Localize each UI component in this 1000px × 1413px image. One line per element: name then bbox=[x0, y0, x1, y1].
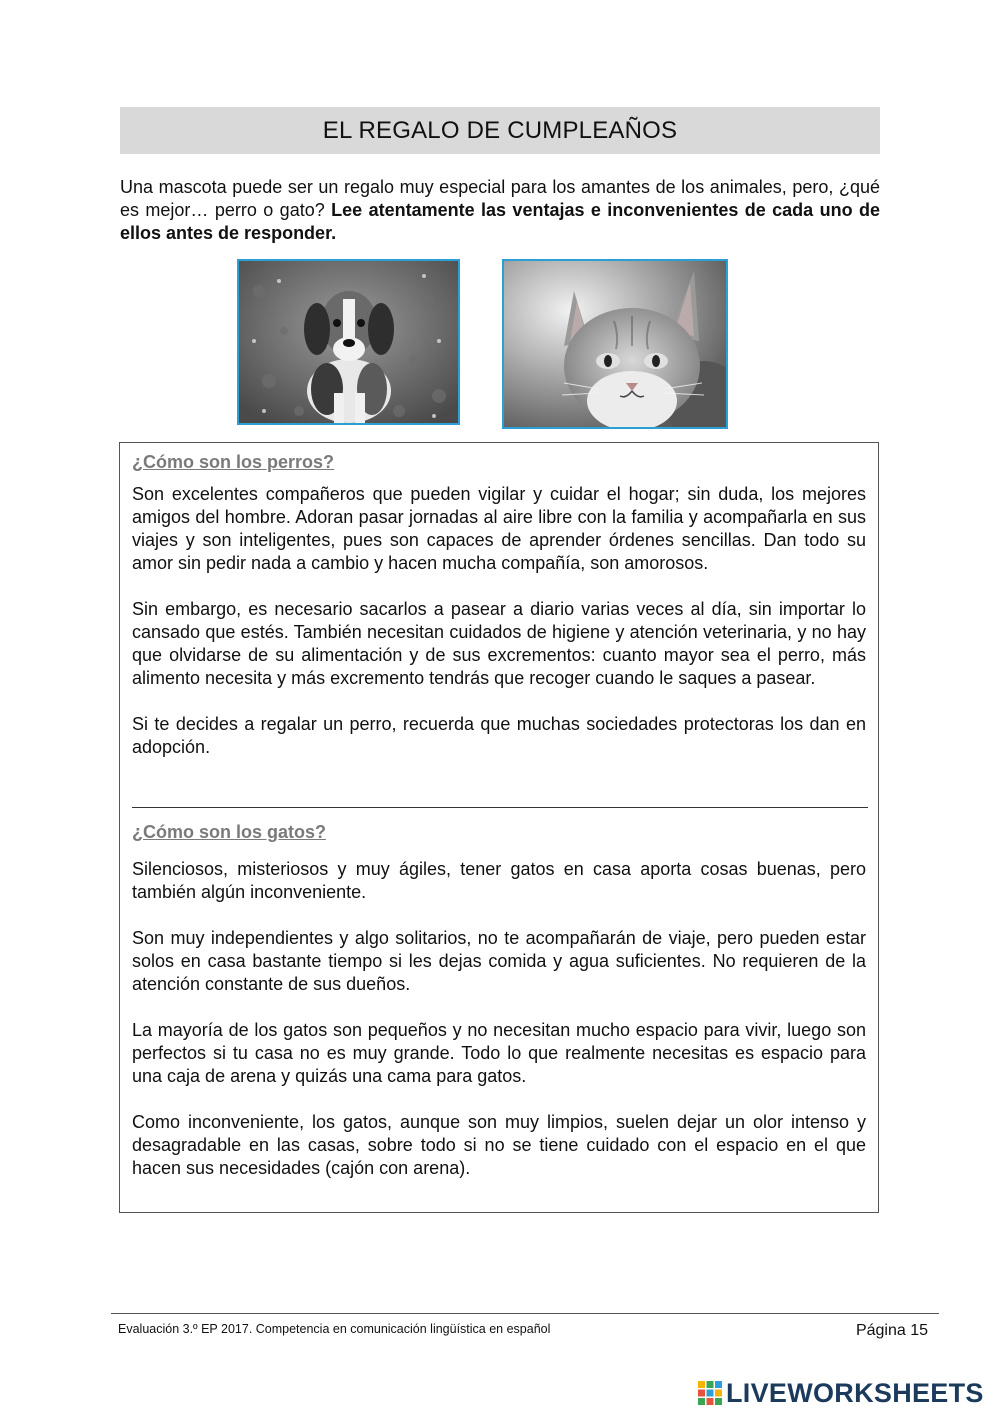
cats-section bbox=[132, 821, 866, 1180]
cats-paragraph-2: Son muy independientes y algo solitarios, no te acompañarán de viaje, pero pueden estar solos en casa bastante tiempo si les dejas comida y agua suficientes. No requieren de la atención constante de sus dueños. bbox=[132, 928, 866, 994]
dogs-heading: ¿Cómo son los perros? bbox=[132, 452, 335, 472]
cats-paragraph-1: Silenciosos, misteriosos y muy ágiles, tener gatos en casa aporta cosas buenas, pero también algún inconveniente. bbox=[132, 859, 866, 902]
page-number: Página 15 bbox=[855, 1322, 928, 1339]
cat-photo bbox=[502, 259, 728, 429]
cats-paragraph-4: Como inconveniente, los gatos, aunque son muy limpios, suelen dejar un olor intenso y desagradable en las casas, sobre todo si no se tiene cuidado con el espacio en el que hacen sus necesidades (cajón con arena). bbox=[132, 1112, 866, 1178]
footer-rule bbox=[111, 1313, 939, 1314]
dogs-paragraph-3: Si te decides a regalar un perro, recuerda que muchas sociedades protectoras los dan en adopción. bbox=[132, 714, 866, 757]
info-box bbox=[119, 442, 879, 1213]
title-banner bbox=[120, 107, 880, 154]
footer-source: Evaluación 3.º EP 2017. Competencia en comunicación lingüística en español bbox=[118, 1322, 551, 1336]
dogs-paragraph-1: Son excelentes compañeros que pueden vigilar y cuidar el hogar; sin duda, los mejores amigos del hombre. Adoran pasar jornadas al aire libre con la familia y acompañarla en sus viajes y son inteligentes, pues son capaces de aprender órdenes sencillas. Dan todo su amor sin pedir nada a cambio y hacen mucha compañía, son amorosos. bbox=[132, 484, 866, 573]
intro-instruction: Lee atentamente las ventajas e inconvenientes de cada uno de ellos antes de responder. bbox=[120, 200, 880, 243]
section-divider bbox=[132, 807, 868, 808]
liveworksheets-brand[interactable] bbox=[697, 1378, 984, 1408]
dogs-paragraph-2: Sin embargo, es necesario sacarlos a pasear a diario varias veces al día, sin importar lo cansado que estés. También necesitan cuidados de higiene y atención veterinaria, y no hay que olvidarse de su alimentación y de sus excrementos: cuanto mayor sea el perro, más alimento necesita y más excremento tendrás que recoger cuando le saques a pasear. bbox=[132, 599, 866, 688]
dogs-section bbox=[132, 451, 866, 759]
dog-photo bbox=[237, 259, 460, 425]
cats-paragraph-3: La mayoría de los gatos son pequeños y no necesitan mucho espacio para vivir, luego son perfectos si tu casa no es muy grande. Todo lo que realmente necesitas es espacio para una caja de arena y quizás una cama para gatos. bbox=[132, 1020, 866, 1086]
brand-name: LIVEWORKSHEETS bbox=[726, 1377, 984, 1408]
page-title: EL REGALO DE CUMPLEAÑOS bbox=[322, 116, 678, 144]
intro-paragraph bbox=[120, 176, 880, 245]
liveworksheets-logo-icon bbox=[697, 1380, 723, 1406]
intro-text: Una mascota puede ser un regalo muy especial para los amantes de los animales, pero, ¿qué es mejor… perro o gato? bbox=[120, 177, 880, 220]
cats-heading: ¿Cómo son los gatos? bbox=[132, 822, 327, 842]
